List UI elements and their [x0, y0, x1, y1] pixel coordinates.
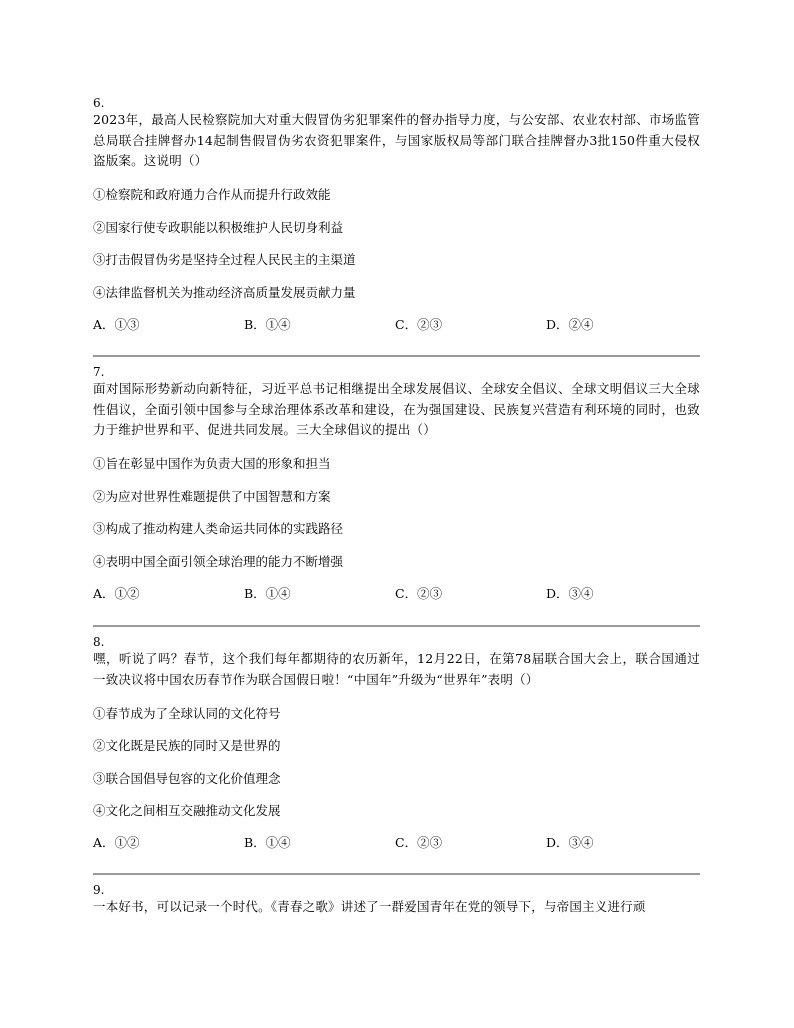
- question-divider: [93, 355, 700, 357]
- question-6: [93, 96, 700, 334]
- option-d[interactable]: D．③④: [546, 835, 594, 850]
- statement-1: ①检察院和政府通力合作从而提升行政效能: [93, 187, 331, 202]
- statement-1: ①旨在彰显中国作为负责大国的形象和担当: [93, 456, 331, 471]
- option-c[interactable]: C．②③: [395, 835, 443, 850]
- answer-options: [93, 316, 700, 334]
- option-d[interactable]: D．②④: [546, 316, 594, 332]
- statement-2: ②为应对世界性难题提供了中国智慧和方案: [93, 488, 331, 504]
- option-c[interactable]: C．②③: [395, 316, 443, 332]
- question-9: [93, 883, 700, 918]
- statement-3: ③联合国倡导包容的文化价值理念: [93, 770, 281, 786]
- option-a[interactable]: A．①②: [93, 835, 140, 850]
- question-stem: 一本好书，可以记录一个时代。《青春之歌》讲述了一群爱国青年在党的领导下，与帝国主义进行顽: [93, 899, 646, 914]
- option-a[interactable]: A．①③: [93, 316, 140, 332]
- question-number: 8.: [93, 635, 105, 649]
- option-b[interactable]: B．①④: [244, 316, 291, 332]
- question-stem: 嘿，听说了吗？春节，这个我们每年都期待的农历新年，12月22日，在第78届联合国大会上，联合国通过一致决议将中国农历春节作为联合国假日啦！“中国年”升级为“世界年”表明（）: [93, 651, 700, 687]
- statement-3: ③打击假冒伪劣是坚持全过程人民民主的主渠道: [93, 252, 356, 267]
- option-c[interactable]: C．②③: [395, 585, 443, 601]
- option-d[interactable]: D．③④: [546, 585, 594, 601]
- statement-2: ②文化既是民族的同时又是世界的: [93, 738, 281, 753]
- question-number: 9.: [93, 883, 105, 897]
- statement-1: ①春节成为了全球认同的文化符号: [93, 705, 281, 721]
- answer-options: [93, 585, 700, 603]
- question-stem: 面对国际形势新动向新特征，习近平总书记相继提出全球发展倡议、全球安全倡议、全球文明倡议三大全球性倡议，全面引领中国参与全球治理体系改革和建设，在为强国建设、民族复兴营造有利环境的同时，也致力于维护世界和平、促进共同发展。三大全球倡议的提出（）: [93, 381, 700, 437]
- option-b[interactable]: B．①④: [244, 585, 291, 601]
- question-divider: [93, 625, 700, 627]
- question-divider: [93, 873, 700, 875]
- question-7: [93, 365, 700, 603]
- question-number: 7.: [93, 365, 105, 379]
- option-b[interactable]: B．①④: [244, 835, 291, 850]
- statement-3: ③构成了推动构建人类命运共同体的实践路径: [93, 521, 344, 536]
- answer-options: [93, 834, 700, 852]
- option-a[interactable]: A．①②: [93, 585, 140, 601]
- statement-4: ④文化之间相互交融推动文化发展: [93, 803, 281, 818]
- statement-4: ④法律监督机关为推动经济高质量发展贡献力量: [93, 284, 356, 300]
- statement-4: ④表明中国全面引领全球治理的能力不断增强: [93, 553, 344, 569]
- question-8: [93, 635, 700, 852]
- question-stem: 2023年，最高人民检察院加大对重大假冒伪劣犯罪案件的督办指导力度，与公安部、农业农村部、市场监管总局联合挂牌督办14起制售假冒伪劣农资犯罪案件，与国家版权局等部门联合挂牌督办3批150件重大侵权盗版案。这说明（）: [93, 112, 700, 168]
- statement-2: ②国家行使专政职能以积极维护人民切身利益: [93, 219, 344, 235]
- question-number: 6.: [93, 96, 105, 110]
